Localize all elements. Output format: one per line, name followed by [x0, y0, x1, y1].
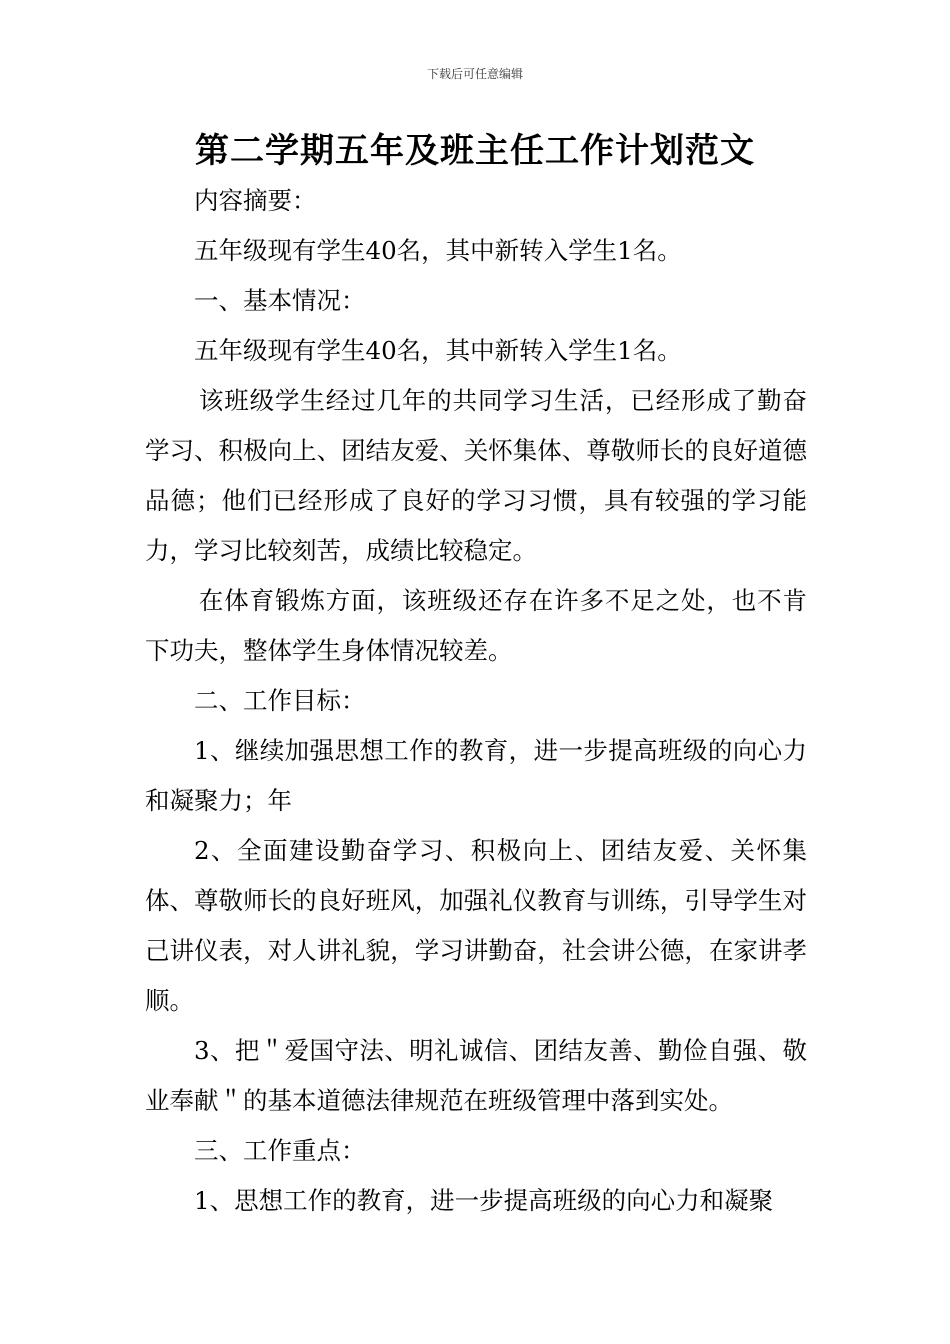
section-heading-focus: 三、工作重点： — [194, 1136, 366, 1165]
goal-item-1: 1、继续加强思想工作的教育，进一步提高班级的向心力和凝聚力；年 — [145, 736, 807, 815]
goal-item-2: 2、全面建设勤奋学习、积极向上、团结友爱、关怀集体、尊敬师长的良好班风，加强礼仪教育与训练，引导学生对己讲仪表，对人讲礼貌，学习讲勤奋，社会讲公德，在家讲孝顺。 — [145, 836, 807, 1015]
paragraph-sports: 在体育锻炼方面，该班级还存在许多不足之处，也不肯下功夫，整体学生身体情况较差。 — [145, 586, 807, 665]
document-title: 第二学期五年及班主任工作计划范文 — [195, 131, 755, 171]
paragraph-student-count: 五年级现有学生40名，其中新转入学生1名。 — [194, 336, 682, 365]
header-note: 下载后可任意编辑 — [426, 67, 523, 81]
paragraph-summary-label: 内容摘要： — [194, 186, 317, 215]
focus-item-1: 1、思想工作的教育，进一步提高班级的向心力和凝聚 — [194, 1186, 774, 1215]
section-heading-goals: 二、工作目标： — [194, 686, 366, 715]
goal-item-3: 3、把＂爱国守法、明礼诚信、团结友善、勤俭自强、敬业奉献＂的基本道德法律规范在班级管理中落到实处。 — [145, 1036, 807, 1115]
document-body — [145, 176, 807, 1226]
paragraph-class-overview: 该班级学生经过几年的共同学习生活，已经形成了勤奋学习、积极向上、团结友爱、关怀集体、尊敬师长的良好道德品德；他们已经形成了良好的学习习惯，具有较强的学习能力，学习比较刻苦，成绩比较稳定。 — [145, 386, 807, 565]
paragraph-summary: 五年级现有学生40名，其中新转入学生1名。 — [194, 236, 682, 265]
section-heading-basic-info: 一、基本情况： — [194, 286, 366, 315]
